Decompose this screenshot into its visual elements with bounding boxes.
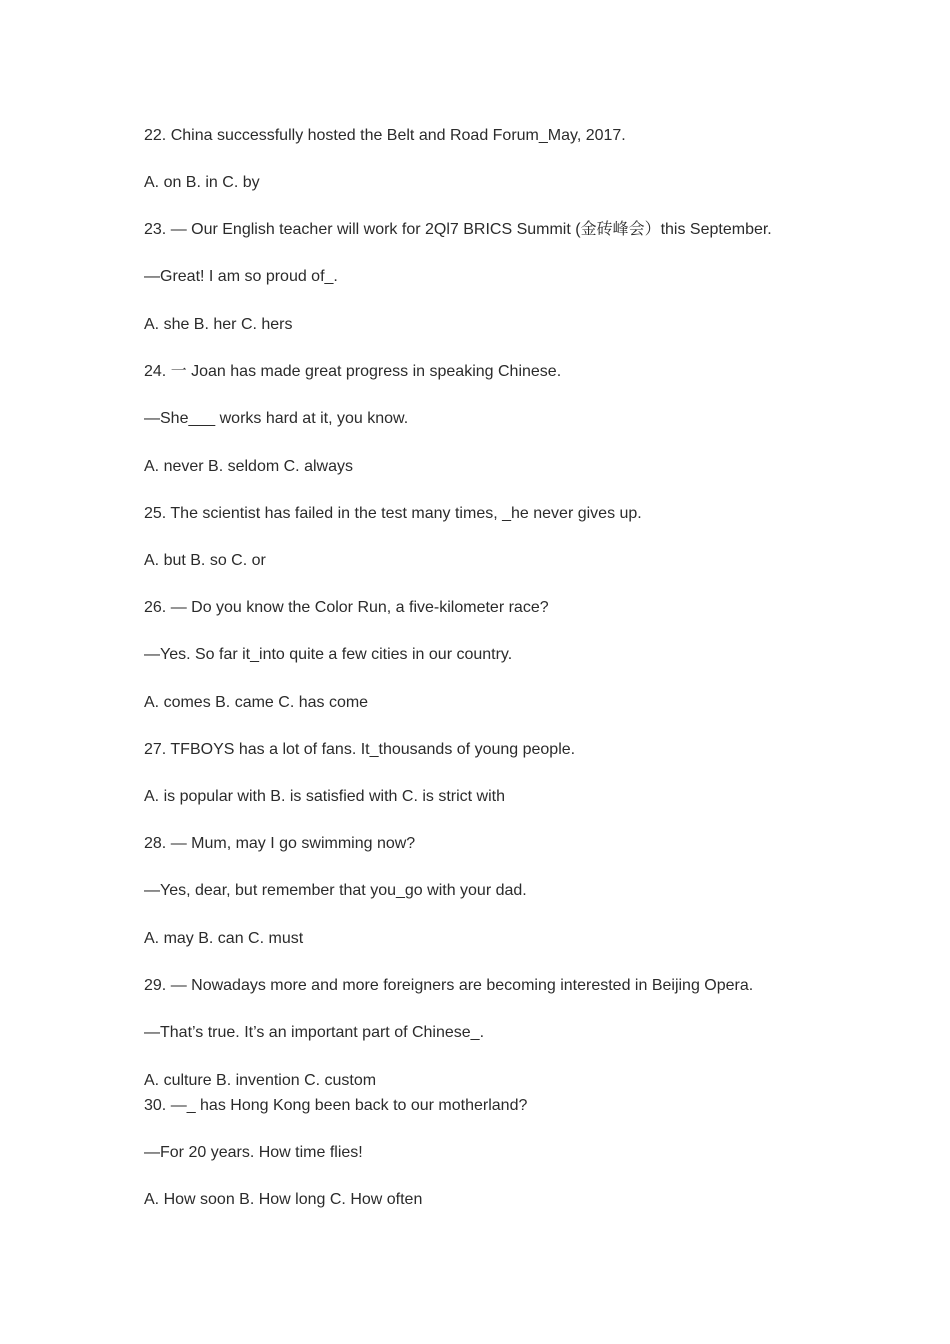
question-23-reply: —Great! I am so proud of_.: [144, 268, 338, 285]
question-29-options: A. culture B. invention C. custom: [144, 1072, 377, 1089]
question-23-options: A. she B. her C. hers: [144, 316, 293, 333]
question-26-reply: —Yes. So far it_into quite a few cities in our country.: [144, 646, 513, 663]
question-24-options: A. never B. seldom C. always: [144, 458, 353, 475]
question-25-options: A. but B. so C. or: [144, 552, 266, 569]
question-28-stem: 28. — Mum, may I go swimming now?: [144, 835, 416, 852]
question-27-options: A. is popular with B. is satisfied with C. is strict with: [144, 788, 505, 805]
question-26-options: A. comes B. came C. has come: [144, 694, 369, 711]
question-22-options: A. on B. in C. by: [144, 174, 260, 191]
question-30-options: A. How soon B. How long C. How often: [144, 1191, 423, 1208]
question-23-stem: 23. — Our English teacher will work for 2Ql7 BRICS Summit (金砖峰会）this September.: [144, 221, 772, 238]
question-28-reply: —Yes, dear, but remember that you_go with your dad.: [144, 882, 527, 899]
question-24-stem: 24. 一 Joan has made great progress in speaking Chinese.: [144, 363, 562, 380]
question-27-stem: 27. TFBOYS has a lot of fans. It_thousands of young people.: [144, 741, 576, 758]
question-26-stem: 26. — Do you know the Color Run, a five-kilometer race?: [144, 599, 549, 616]
question-24-reply: —She___ works hard at it, you know.: [144, 410, 409, 427]
question-28-options: A. may B. can C. must: [144, 930, 304, 947]
question-30-reply: —For 20 years. How time flies!: [144, 1144, 363, 1161]
question-29-reply: —That’s true. It’s an important part of Chinese_.: [144, 1024, 485, 1041]
question-22-stem: 22. China successfully hosted the Belt and Road Forum_May, 2017.: [144, 127, 626, 144]
question-25-stem: 25. The scientist has failed in the test many times, _he never gives up.: [144, 505, 642, 522]
question-29-stem: 29. — Nowadays more and more foreigners are becoming interested in Beijing Opera.: [144, 977, 754, 994]
question-30-stem: 30. —_ has Hong Kong been back to our motherland?: [144, 1097, 528, 1114]
